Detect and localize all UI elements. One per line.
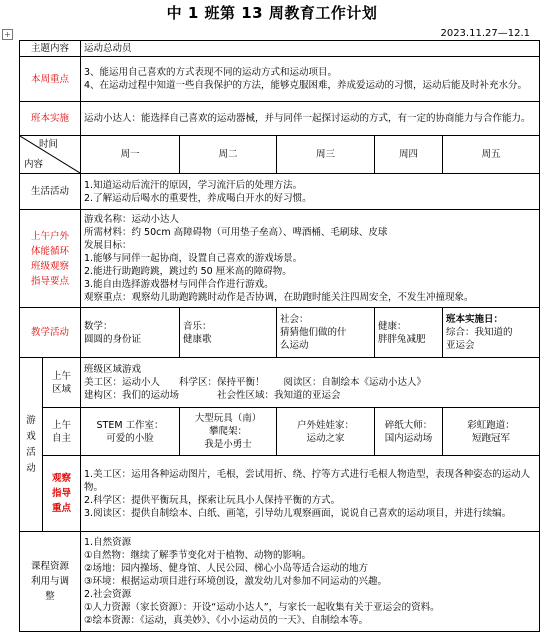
teaching-thursday bbox=[375, 308, 443, 358]
am-free-label-line: 自主 bbox=[52, 432, 72, 444]
resources-line: 1.自然资源 bbox=[84, 537, 132, 548]
outdoor-line: 观察重点：观察幼儿助跑跨跳时动作是否协调，在助跑时能关注四周安全，不发生冲撞现象。 bbox=[84, 292, 474, 303]
day-friday: 周五 bbox=[443, 136, 540, 174]
outdoor-line: 2.能进行助跑跨跳，跳过约 50 厘米高的障碍物。 bbox=[84, 266, 292, 277]
am-area-line: 建构区：我们的运动场 社会性区域：我知道的亚运会 bbox=[84, 390, 341, 401]
week-focus-line: 3、能运用自己喜欢的方式表现不同的运动方式和运动项目。 bbox=[84, 67, 338, 78]
am-free-line: 可爱的小脸 bbox=[106, 432, 154, 444]
resources-line: ②绘本资源：《运动，真美妙》、《小小运动员的一天》、自制绘本等。 bbox=[84, 615, 369, 626]
teaching-topic: 么运动 bbox=[280, 340, 309, 351]
am-free-monday bbox=[81, 408, 180, 456]
teaching-subject: 音乐： bbox=[183, 320, 212, 332]
observe-label bbox=[43, 456, 81, 532]
am-area-label-line: 上午 bbox=[52, 370, 72, 382]
game-label-char: 游 bbox=[26, 414, 36, 426]
am-free-line: 我是小勇士 bbox=[204, 439, 252, 450]
am-area-label bbox=[43, 358, 81, 408]
am-free-tuesday bbox=[180, 408, 277, 456]
teaching-topic: 综合：我知道的 bbox=[446, 327, 513, 338]
resources-content bbox=[81, 532, 540, 632]
am-area-content bbox=[81, 358, 540, 408]
observe-line: 1.美工区：运用各种运动图片，毛根，尝试用折、绕、拧等方式进行毛根人物造型，表现各种姿态的运动人物。 bbox=[84, 468, 531, 493]
outdoor-label-line: 上午户外 bbox=[31, 230, 70, 242]
resources-label-line: 利用与调 bbox=[31, 576, 70, 587]
observe-line: 3.阅读区：提供自制绘本、白纸、画笔，引导幼儿观察画面，说说自己喜欢的运动项目，并进行续编。 bbox=[84, 507, 512, 519]
observe-label-line: 指导 bbox=[52, 488, 72, 499]
day-thursday: 周四 bbox=[375, 136, 443, 174]
observe-content bbox=[81, 456, 540, 532]
life-label: 生活活动 bbox=[20, 174, 81, 210]
life-content bbox=[81, 174, 540, 210]
outdoor-line: 3.能自由选择游戏器材与同伴合作进行游戏。 bbox=[84, 279, 274, 290]
am-free-line: 运动之家 bbox=[306, 432, 345, 444]
outdoor-content bbox=[81, 210, 540, 308]
outdoor-line: 所需材料：约 50cm 高障碍物（可用垫子垒高）、啤酒桶、毛刷球、皮球 bbox=[84, 227, 388, 238]
am-area-line: 美工区：运动小人 科学区：保持平衡！ 阅读区：自制绘本《运动小达人》 bbox=[84, 377, 427, 388]
resources-line: ①自然物：继续了解季节变化对于植物、动物的影响。 bbox=[84, 550, 312, 561]
am-free-label-line: 上午 bbox=[52, 419, 72, 431]
outdoor-label bbox=[20, 210, 81, 308]
resources-line: 2.社会资源 bbox=[84, 589, 132, 600]
am-free-line: 户外娃娃家： bbox=[297, 419, 355, 431]
game-label bbox=[20, 358, 43, 532]
day-tuesday: 周二 bbox=[180, 136, 277, 174]
am-free-line: 彩虹跑道： bbox=[467, 419, 515, 431]
teaching-subject: 健康： bbox=[378, 320, 407, 332]
class-practice-value: 运动小达人：能选择自己喜欢的运动器械，并与同伴一起探讨运动的方式，有一定的协商能力与合作能力。 bbox=[81, 102, 540, 136]
life-line: 2.了解运动后喝水的重要性，养成喝白开水的好习惯。 bbox=[84, 192, 312, 204]
teaching-topic: 圆圆的身份证 bbox=[84, 333, 142, 345]
teaching-subject: 社会： bbox=[280, 314, 309, 325]
teaching-subject: 数学： bbox=[84, 320, 113, 332]
outdoor-label-line: 班级观察 bbox=[31, 260, 70, 272]
am-free-line: 大型玩具（南） bbox=[194, 413, 262, 424]
time-header: 时间 bbox=[39, 139, 59, 150]
class-practice-label: 班本实施 bbox=[20, 102, 81, 136]
day-wednesday: 周三 bbox=[277, 136, 375, 174]
am-free-line: STEM 工作室： bbox=[96, 419, 164, 431]
day-monday: 周一 bbox=[81, 136, 180, 174]
plan-table bbox=[19, 40, 540, 632]
teaching-tuesday bbox=[180, 308, 277, 358]
resources-label-line: 课程资源 bbox=[31, 561, 70, 572]
teaching-subject: 班本实施日： bbox=[446, 314, 504, 325]
am-free-friday bbox=[443, 408, 540, 456]
page-title: 中 1 班第 13 周教育工作计划 bbox=[166, 4, 378, 22]
outdoor-line: 发展目标： bbox=[84, 240, 132, 251]
teaching-friday bbox=[443, 308, 540, 358]
teaching-topic: 猜猜他们做的什 bbox=[280, 327, 347, 338]
time-content-header bbox=[20, 136, 81, 174]
outdoor-line: 游戏名称：运动小达人 bbox=[84, 214, 180, 225]
teaching-topic: 亚运会 bbox=[446, 340, 475, 351]
table-move-handle-icon[interactable]: + bbox=[2, 29, 13, 40]
game-label-char: 动 bbox=[26, 462, 36, 474]
game-label-char: 戏 bbox=[26, 430, 36, 442]
outdoor-label-line: 体能循环 bbox=[31, 245, 70, 257]
content-header: 内容 bbox=[24, 159, 44, 170]
am-area-label-line: 区域 bbox=[52, 383, 72, 395]
teaching-topic: 胖胖兔减肥 bbox=[378, 333, 426, 345]
outdoor-label-line: 指导要点 bbox=[31, 275, 70, 287]
week-focus-line: 4、在运动过程中知道一些自我保护的方法，能够克服困难，养成爱运动的习惯，运动后能及时补充水分。 bbox=[84, 80, 528, 91]
teaching-label: 教学活动 bbox=[20, 308, 81, 358]
date-range: 2023.11.27—12.1 bbox=[440, 28, 530, 39]
resources-label bbox=[20, 532, 81, 632]
life-line: 1.知道运动后流汗的原因，学习流汗后的处理方法。 bbox=[84, 179, 303, 191]
am-free-label bbox=[43, 408, 81, 456]
am-free-line: 攀爬架： bbox=[209, 426, 248, 437]
am-free-line: 短跑冠军 bbox=[472, 432, 511, 444]
observe-label-line: 重点 bbox=[52, 503, 72, 514]
teaching-monday bbox=[81, 308, 180, 358]
am-free-line: 碎纸大师： bbox=[384, 419, 433, 431]
resources-label-line: 整 bbox=[45, 591, 55, 602]
resources-line: ②场地：园内操场、健身馆、人民公园、梯心小岛等适合运动的地方 bbox=[84, 563, 369, 574]
am-area-line: 班级区域游戏 bbox=[84, 364, 142, 375]
teaching-topic: 健康歌 bbox=[183, 333, 212, 345]
game-label-char: 活 bbox=[26, 446, 36, 458]
week-focus-label: 本周重点 bbox=[20, 57, 81, 102]
am-free-thursday bbox=[375, 408, 443, 456]
outdoor-line: 1.能够与同伴一起协商，设置自己喜欢的游戏场景。 bbox=[84, 253, 303, 264]
teaching-wednesday bbox=[277, 308, 375, 358]
resources-line: ③环境：根据运动项目进行环境创设，激发幼儿对参加不同运动的兴趣。 bbox=[84, 576, 388, 587]
theme-value: 运动总动员 bbox=[81, 41, 540, 57]
am-free-wednesday bbox=[277, 408, 375, 456]
theme-label: 主题内容 bbox=[20, 41, 81, 57]
resources-line: ①人力资源（家长资源）：开设“运动小达人”，与家长一起收集有关于亚运会的资料。 bbox=[84, 602, 440, 613]
am-free-line: 国内运动场 bbox=[384, 432, 433, 444]
observe-label-line: 观察 bbox=[52, 473, 72, 484]
observe-line: 2.科学区：提供平衡玩具，探索让玩具小人保持平衡的方式。 bbox=[84, 494, 341, 506]
week-focus-content bbox=[81, 57, 540, 102]
